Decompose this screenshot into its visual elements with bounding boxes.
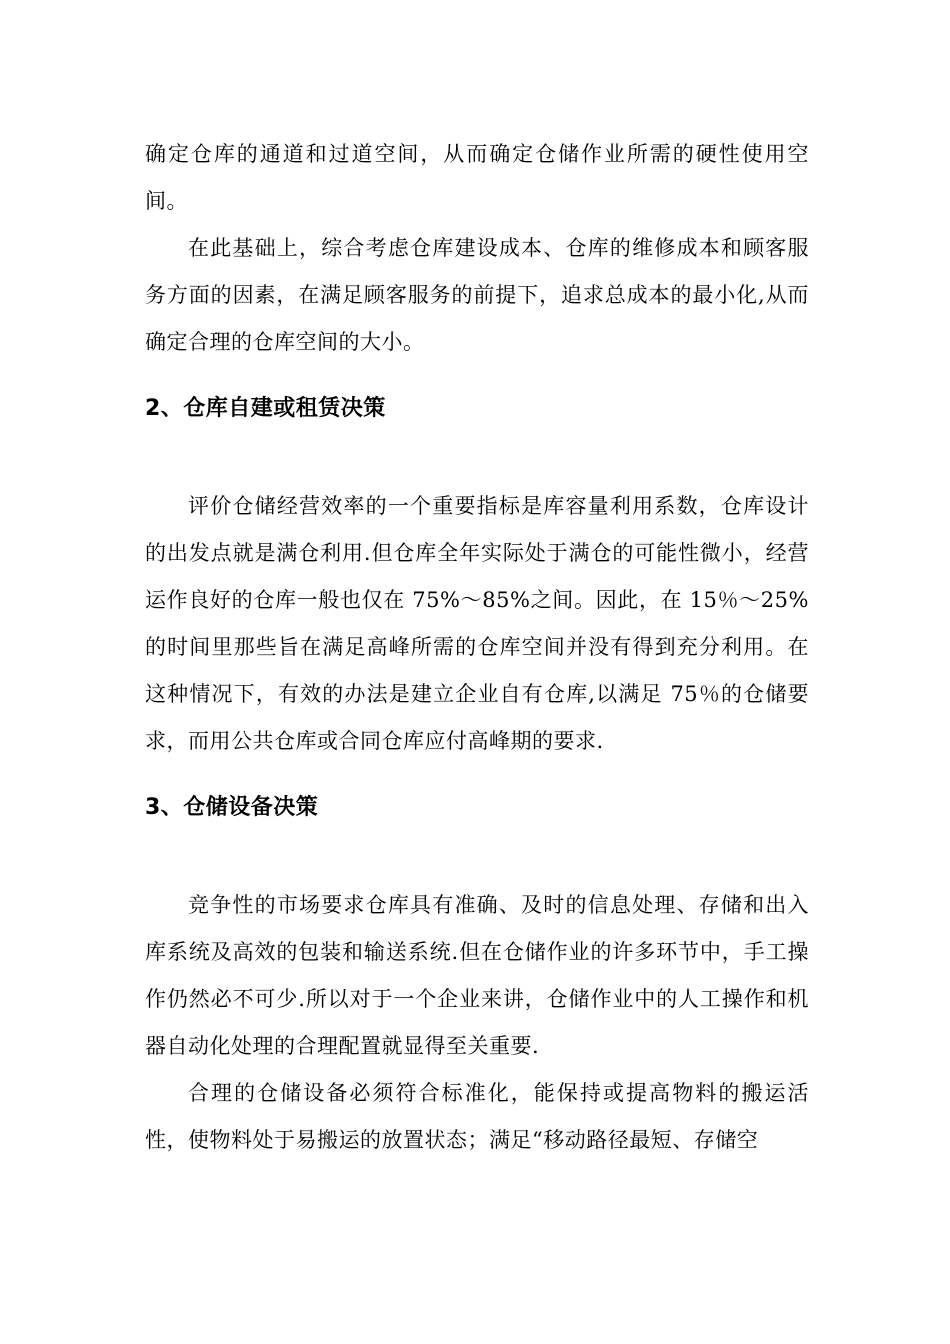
section-heading-build-or-lease: 2、仓库自建或租赁决策 bbox=[145, 396, 386, 421]
document-body bbox=[145, 131, 809, 1164]
paragraph-market-requirements: 竞争性的市场要求仓库具有准确、及时的信息处理、存储和出入库系统及高效的包装和输送系统.但在仓储作业的许多环节中，手工操作仍然必不可少.所以对于一个企业来讲，仓储作业中的人工操作和机器自动化处理的合理配置就显得至关重要. bbox=[145, 893, 809, 1058]
spacer bbox=[145, 366, 809, 394]
spacer bbox=[145, 424, 809, 483]
paragraph-equipment-standards: 合理的仓储设备必须符合标准化，能保持或提高物料的搬运活性，使物料处于易搬运的放置状态；满足“移动路径最短、存储空 bbox=[145, 1081, 809, 1152]
spacer bbox=[145, 765, 809, 793]
section-heading-equipment: 3、仓储设备决策 bbox=[145, 795, 319, 820]
paragraph-continuation: 确定仓库的通道和过道空间，从而确定仓储作业所需的硬性使用空间。 bbox=[145, 142, 809, 213]
paragraph-capacity-utilization: 评价仓储经营效率的一个重要指标是库容量利用系数，仓库设计的出发点就是满仓利用.但仓库全年实际处于满仓的可能性微小，经营运作良好的仓库一般也仅在 75%～85%之间。因此，在 15％～25%的时间里那些旨在满足高峰所需的仓库空间并没有得到充分利用。在这种情况下，有效的办法是建立企业自有仓库,以满足 75％的仓储要求，而用公共仓库或合同仓库应付高峰期的要求. bbox=[145, 494, 809, 753]
paragraph-cost-minimization: 在此基础上，综合考虑仓库建设成本、仓库的维修成本和顾客服务方面的因素，在满足顾客服务的前提下，追求总成本的最小化,从而确定合理的仓库空间的大小。 bbox=[145, 236, 809, 354]
spacer bbox=[145, 823, 809, 882]
